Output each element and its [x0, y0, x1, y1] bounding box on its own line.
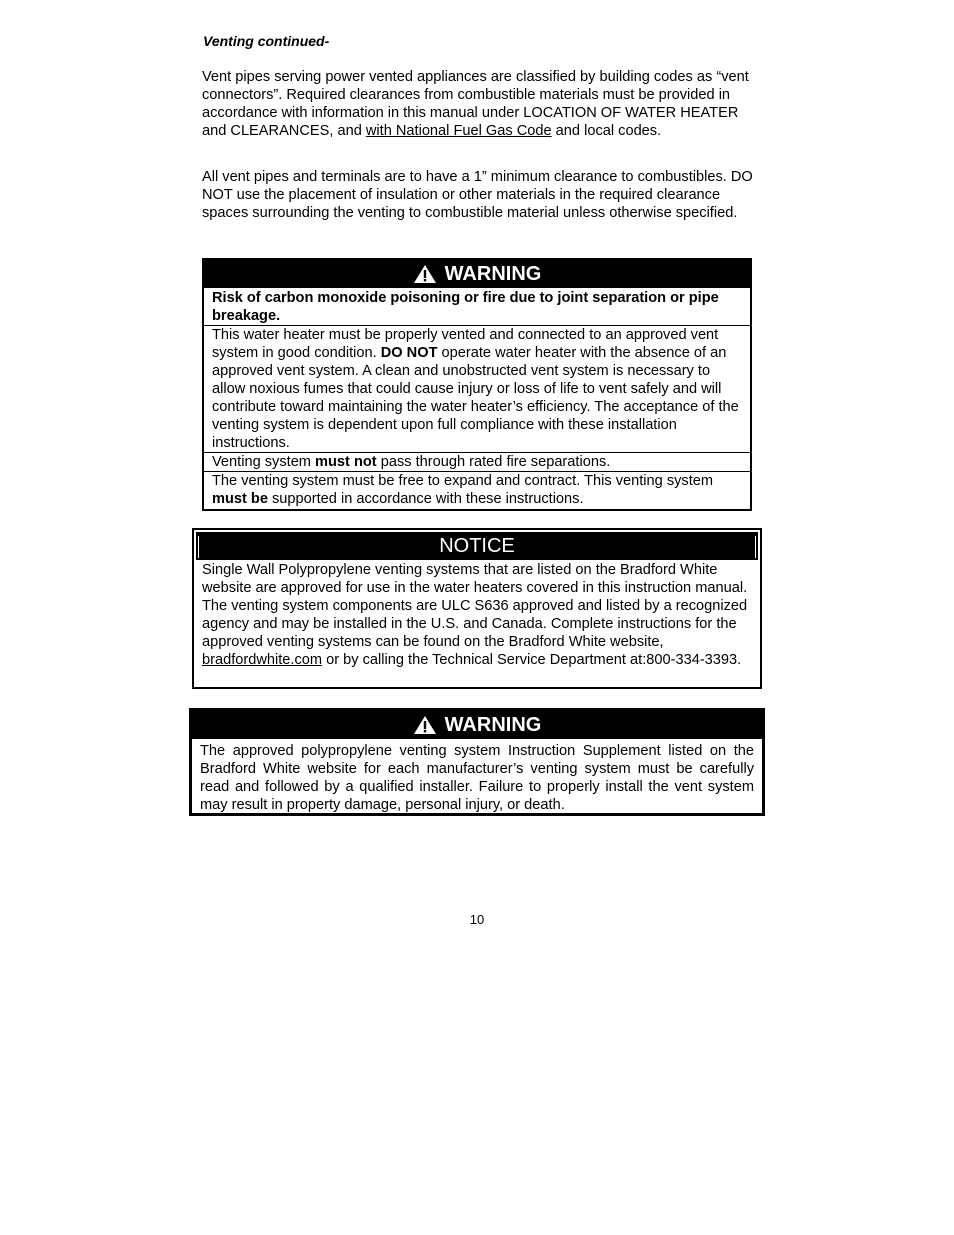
- bradfordwhite-link[interactable]: bradfordwhite.com: [202, 652, 323, 668]
- notice-header: NOTICE: [196, 532, 758, 560]
- warning-title: WARNING: [444, 263, 542, 285]
- warning-risk-statement: Risk of carbon monoxide poisoning or fire due to joint separation or pipe breakage.: [212, 290, 719, 324]
- notice-text-start: Single Wall Polypropylene venting systems that are listed on the Bradford White website are approved for use in the water heaters covered in this instruction manual. The venting system components are ULC S636 approved and listed by a recognized agency and may be installed in the U.S. and Canada. Complete instructions for the approved venting systems can be found on the Bradford White website,: [202, 562, 748, 650]
- warning-title-2: WARNING: [444, 714, 542, 736]
- paragraph-vent-connectors: [202, 68, 762, 140]
- warning-installer-text: The approved polypropylene venting system Instruction Supplement listed on the Bradford White website for each manufacturer’s venting system must be carefully read and followed by a qualified installer. Failure to properly install the vent system may result in property damage, personal injury, or death.: [200, 743, 754, 813]
- row2-bold: must not: [315, 454, 377, 470]
- row1-bold: DO NOT: [380, 345, 438, 361]
- row3-bold: must be: [212, 491, 268, 507]
- notice-box: [192, 528, 762, 689]
- para1-text-start: Vent pipes serving power vented appliances are classified by building codes as “vent connectors”. Required clearances from combustible materials must be provided in accordance with information in this manual under LOCATION OF WATER HEATER and CLEARANCES, and: [202, 69, 749, 139]
- warning-row-fire-separations: [204, 452, 750, 471]
- row3-text-start: The venting system must be free to expand and contract. This venting system: [212, 473, 714, 489]
- page-number: 10: [469, 912, 485, 927]
- warning-row-proper-venting: [204, 325, 750, 452]
- warning-header-2: [192, 711, 762, 739]
- warning-triangle-icon: [413, 715, 437, 735]
- row3-text-end: supported in accordance with these instructions.: [267, 491, 584, 507]
- row2-text-end: pass through rated fire separations.: [376, 454, 611, 470]
- section-heading: Venting continued-: [203, 33, 330, 49]
- warning-triangle-icon: [413, 264, 437, 284]
- para1-text-end: and local codes.: [551, 123, 662, 139]
- warning-header: [204, 260, 750, 288]
- warning-box-joint-separation: [202, 258, 752, 511]
- national-fuel-gas-code-link: with National Fuel Gas Code: [365, 123, 552, 139]
- row1-text-end: operate water heater with the absence of an approved vent system. A clean and unobstructed vent system is necessary to allow noxious fumes that could cause injury or loss of life to vent safely and will contribute toward maintaining the water heater’s efficiency. The acceptance of the venting system is dependent upon full compliance with these installation instructions.: [212, 345, 739, 451]
- row1-text-start: This water heater must be properly vented and connected to an approved vent system in good condition.: [212, 327, 719, 361]
- notice-body: [194, 560, 760, 669]
- paragraph-clearance: All vent pipes and terminals are to have a 1” minimum clearance to combustibles. DO NOT use the placement of insulation or other materials in the required clearance spaces surrounding the venting to combustible material unless otherwise specified.: [202, 169, 753, 221]
- warning-box-installer: [189, 708, 765, 816]
- warning-row-expand-contract: [204, 471, 750, 508]
- row2-text-start: Venting system: [212, 454, 316, 470]
- notice-text-end: or by calling the Technical Service Department at:800-334-3393.: [322, 652, 742, 668]
